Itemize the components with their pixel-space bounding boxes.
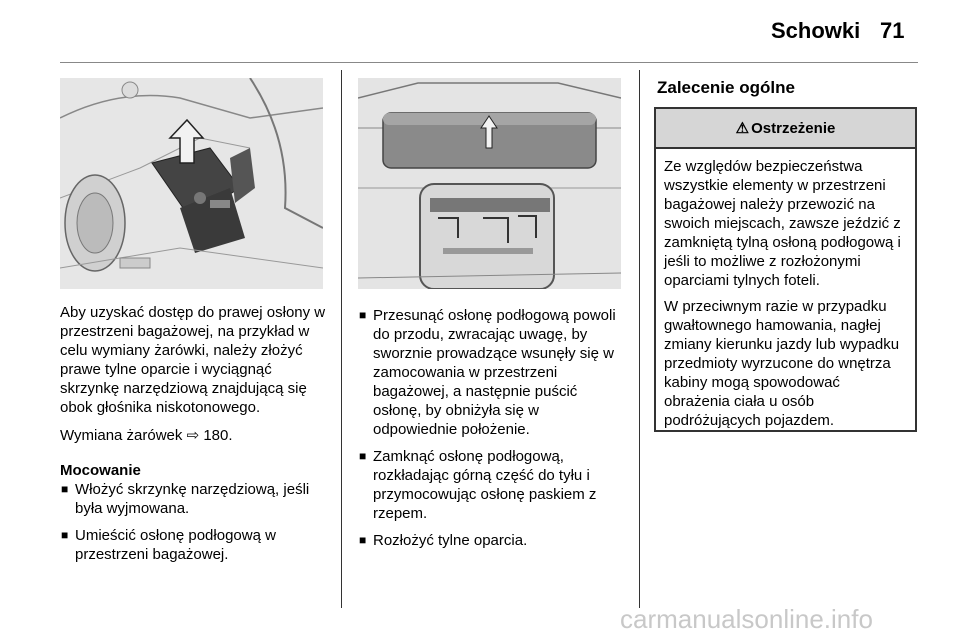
- watermark: carmanualsonline.info: [620, 604, 873, 634]
- subheading-mocowanie: Mocowanie: [60, 462, 141, 479]
- floor-cover-illustration: [358, 78, 621, 289]
- list-item-text: Przesunąć osłonę podłogową powoli do przodu, zwracając uwagę, by sworznie prowadzące wsunęły się w zamocowania w przestrzeni bagażowej, a następnie puścić osłonę, by obniżyła się w odpowiednie położenie.: [373, 307, 616, 438]
- list-item: [358, 447, 626, 523]
- warning-body: [656, 149, 915, 430]
- header-rule: [60, 62, 918, 63]
- column-1: [60, 303, 328, 572]
- bullet-icon: ■: [61, 482, 69, 496]
- page-number: 71: [880, 18, 905, 43]
- column-2: [358, 306, 626, 558]
- cover-steps-list: [358, 306, 626, 550]
- list-item-text: Rozłożyć tylne oparcia.: [373, 532, 528, 549]
- list-item-text: Włożyć skrzynkę narzędziową, jeśli była wyjmowana.: [75, 481, 310, 517]
- mounting-steps-list: [60, 480, 328, 564]
- warning-paragraph: W przeciwnym razie w przypadku gwałtownego hamowania, nagłej zmiany kierunku jazdy lub wypadku przedmioty wyrzucone do wnętrza kabiny mogą spowodować obrażenia ciała u osób podróżujących pojazdem.: [664, 298, 900, 429]
- list-item: [358, 306, 626, 439]
- list-item-text: Zamknąć osłonę podłogową, rozkładając górną część do tyłu i przymocowując osłonę paskiem z rzepem.: [373, 448, 597, 522]
- figure-floor-cover: [358, 78, 621, 289]
- page-reference-arrow-icon: ⇨: [186, 427, 200, 444]
- warning-header: [656, 109, 915, 149]
- bullet-icon: ■: [61, 528, 69, 542]
- warning-triangle-icon: ⚠: [735, 120, 750, 137]
- warning-title: Ostrzeżenie: [751, 119, 836, 137]
- section-title: Zalecenie ogólne: [657, 78, 795, 97]
- list-item: [60, 480, 328, 518]
- bullet-icon: ■: [359, 449, 367, 463]
- list-item-text: Umieścić osłonę podłogową w przestrzeni bagażowej.: [75, 527, 276, 563]
- bullet-icon: ■: [359, 533, 367, 547]
- reference-page[interactable]: 180.: [203, 427, 233, 444]
- toolbox-illustration: [60, 78, 323, 289]
- bullet-icon: ■: [359, 308, 367, 322]
- warning-paragraph: Ze względów bezpieczeństwa wszystkie elementy w przestrzeni bagażowej należy przewozić na swoich miejscach, zawsze jeździć z zamkniętą tylną osłoną podłogową i jeśli to możliwe z rozłożonymi oparciami tylnych foteli.: [664, 158, 901, 289]
- warning-box: [654, 107, 917, 432]
- column-divider-1: [341, 70, 342, 608]
- figure-toolbox: [60, 78, 323, 289]
- list-item: [358, 531, 626, 550]
- reference-text: Wymiana żarówek: [60, 427, 183, 444]
- list-item: [60, 526, 328, 564]
- toolbox-access-paragraph: Aby uzyskać dostęp do prawej osłony w przestrzeni bagażowej, na przykład w celu wymiany żarówki, należy złożyć prawe tylne oparcie i wyciągnąć skrzynkę narzędziową znajdującą się obok głośnika niskotonowego.: [60, 304, 326, 416]
- bulb-replacement-reference: [60, 426, 328, 445]
- column-divider-2: [639, 70, 640, 608]
- page-header-title: Schowki: [771, 18, 861, 43]
